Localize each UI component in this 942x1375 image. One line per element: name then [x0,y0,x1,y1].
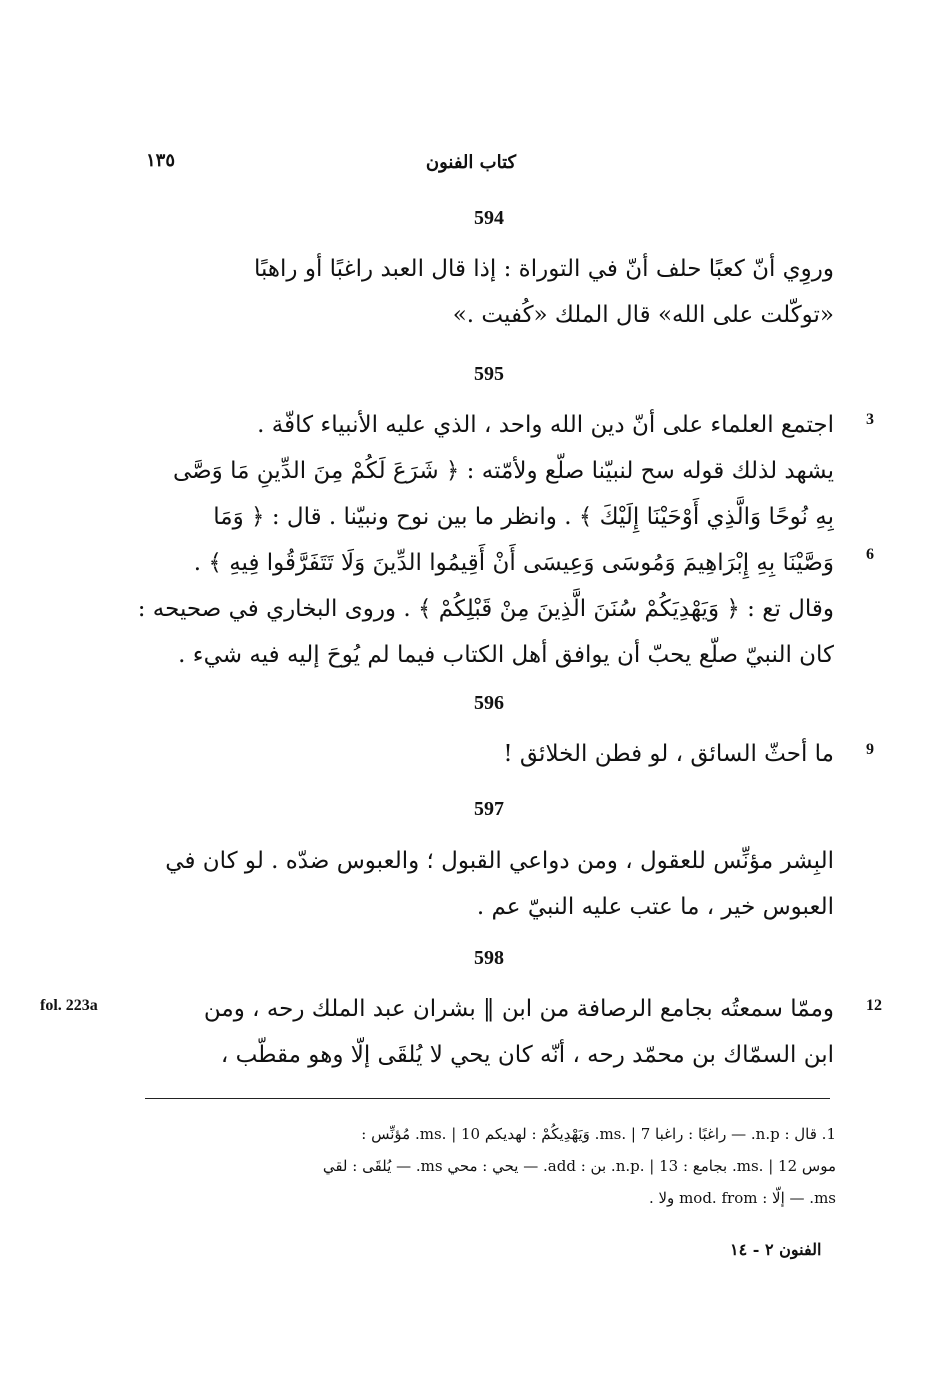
text-line: وممّا سمعتُه بجامع الرصافة من ابن ‖ بشران عبد الملك رحه ، ومن [203,996,834,1022]
footnotes [142,1118,836,1214]
section-594-text [138,246,834,338]
section-597-text [138,838,834,930]
section-number-594: 594 [474,207,504,229]
text-line: ما أحثّ السائق ، لو فطن الخلائق ! [503,741,834,767]
section-595-text [138,402,834,678]
signature-mark: الفنون ٢ - ١٤ [730,1240,822,1259]
text-line: العبوس خير ، ما عتب عليه النبيّ عم . [476,894,834,920]
section-598-text [138,986,834,1078]
page-number: ١٣٥ [146,150,176,171]
text-line: «توكّلت على الله» قال الملك «كُفيت .» [452,302,834,328]
line-number: 9 [866,741,874,758]
section-number-598: 598 [474,947,504,969]
footnote-rule [145,1098,830,1099]
text-line: يشهد لذلك قوله سح لنبيّنا صلّع ولأمّته : ﴿ شَرَعَ لَكُمْ مِنَ الدِّينِ مَا وَصَّى [172,458,834,484]
folio-margin-note: fol. 223a [40,997,98,1014]
text-line: البِشر مؤنِّس للعقول ، ومن دواعي القبول ؛ والعبوس ضدّه . لو كان في [165,848,834,874]
section-596-text [138,731,834,777]
footnote-line: ms. — إلّا : mod. from ولا . [648,1189,836,1207]
section-number-597: 597 [474,798,504,820]
line-number: 3 [866,411,874,428]
text-line: وقال تع : ﴿ وَيَهْدِيَكُمْ سُنَنَ الَّذِينَ مِنْ قَبْلِكُمْ ﴾ . وروى البخاري في صحيحه : [138,596,834,622]
line-number: 6 [866,546,874,563]
running-header: كتاب الفنون [425,152,517,173]
text-line: ابن السمّاك بن محمّد رحه ، أنّه كان يحي لا يُلقَى إلّا وهو مقطّب ، [220,1042,834,1068]
text-line: وَصَّيْنَا بِهِ إِبْرَاهِيمَ وَمُوسَى وَعِيسَى أَنْ أَقِيمُوا الدِّينَ وَلَا تَتَفَرَّقُوا فِيهِ ﴾ . [193,550,834,576]
footnote-line: موس ms. | 12. بجامع : n.p. | 13. بن : add. — يحي : محي ms. — يُلقَى : لقي [322,1157,836,1175]
text-line: اجتمع العلماء على أنّ دين الله واحد ، الذي عليه الأنبياء كافّة . [257,412,834,438]
text-line: وروِي أنّ كعبًا حلف أنّ في التوراة : إذا قال العبد راغبًا أو راهبًا [253,256,834,282]
section-number-596: 596 [474,692,504,714]
footnote-line: 1. قال : n.p. — راغبًا : راغبا ms. | 7. وَيَهْدِيكُمْ : لهديكم ms. | 10. مُؤنِّس : [361,1125,836,1143]
text-line: بِهِ نُوحًا وَالَّذِي أَوْحَيْنَا إِلَيْكَ ﴾ . وانظر ما بين نوح ونبيّنا . قال : ﴿ وَمَا [213,504,834,530]
line-number: 12 [866,997,882,1014]
text-line: كان النبيّ صلّع يحبّ أن يوافق أهل الكتاب فيما لم يُوحَ إليه فيه شيء . [178,642,834,668]
section-number-595: 595 [474,363,504,385]
